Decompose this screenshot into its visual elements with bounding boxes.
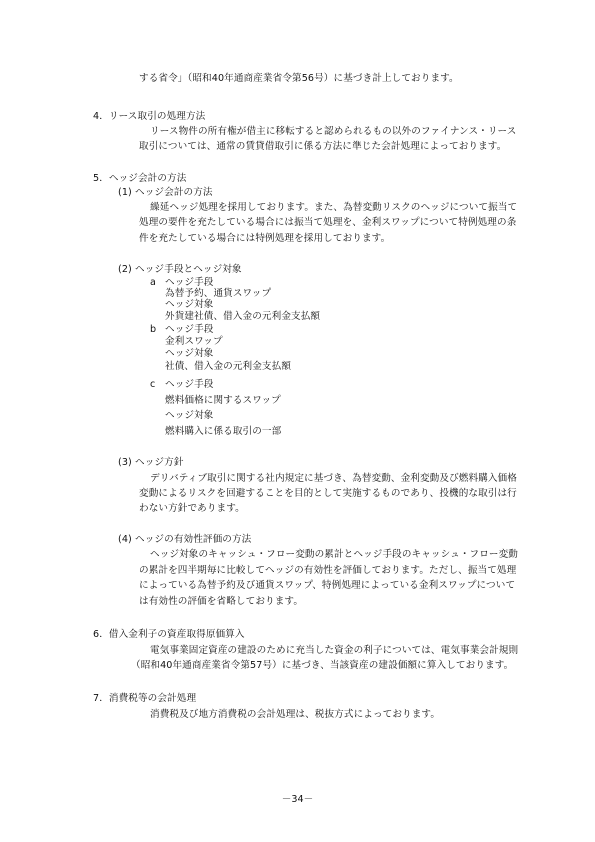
section-5-1-line-2: 処理の要件を充たしている場合には振当て処理を、金利スワップについて特例処理の条 [139, 217, 517, 228]
item-a-line-4: 外貨建社債、借入金の元利金支払額 [165, 311, 321, 322]
item-a-line-3: ヘッジ対象 [165, 299, 214, 310]
item-b-line-2: 金利スワップ [165, 336, 223, 347]
section-5-3-line-2: 変動によるリスクを回避することを目的として実施するものであり、投機的な取引は行 [139, 488, 517, 499]
item-c-line-4: 燃料購入に係る取引の一部 [165, 426, 282, 437]
section-6-heading: 6．借入金利子の資産取得原価算入 [93, 629, 245, 640]
section-5-3-heading: (3) ヘッジ方針 [118, 457, 184, 468]
item-b-line-3: ヘッジ対象 [165, 348, 214, 359]
section-5-3-line-1: デリバティブ取引に関する社内規定に基づき、為替変動、金利変動及び燃料購入価格 [150, 473, 517, 484]
section-5-2-heading: (2) ヘッジ手段とヘッジ対象 [118, 264, 242, 275]
section-5-1-heading: (1) ヘッジ会計の方法 [118, 187, 213, 198]
item-a-marker: a [150, 277, 156, 288]
continuation-text: する省令」（昭和40年通商産業省令第56号）に基づき計上しております。 [139, 73, 459, 84]
section-7-line-1: 消費税及び地方消費税の会計処理は、税抜方式によっております。 [150, 709, 441, 720]
section-5-4-line-1: ヘッジ対象のキャッシュ・フロー変動の累計とヘッジ手段のキャッシュ・フロー変動 [150, 549, 518, 560]
section-4-line-2: 取引については、通常の賃貸借取引に係る方法に準じた会計処理によっております。 [139, 141, 507, 152]
section-5-1-line-3: 件を充たしている場合には特例処理を採用しております。 [139, 233, 391, 244]
section-5-4-line-3: によっている為替予約及び通貨スワップ、特例処理によっている金利スワップについて [139, 580, 516, 591]
section-5-heading: 5．ヘッジ会計の方法 [93, 173, 187, 184]
section-7-heading: 7．消費税等の会計処理 [93, 693, 197, 704]
item-a-line-2: 為替予約、通貨スワップ [165, 288, 272, 299]
section-4-heading: 4．リース取引の処理方法 [93, 111, 206, 122]
page-number: －34－ [281, 794, 314, 805]
section-5-4-line-2: の累計を四半期毎に比較してヘッジの有効性を評価しております。ただし、振当て処理 [139, 565, 517, 576]
section-5-3-line-3: わない方針であります。 [139, 503, 245, 514]
section-5-4-heading: (4) ヘッジの有効性評価の方法 [118, 534, 252, 545]
section-4-line-1: リース物件の所有権が借主に移転すると認められるもの以外のファイナンス・リース [150, 126, 517, 137]
item-a-line-1: ヘッジ手段 [165, 277, 214, 288]
section-5-1-line-1: 繰延ヘッジ処理を採用しております。また、為替変動リスクのヘッジについて振当て [150, 202, 518, 213]
item-b-line-4: 社債、借入金の元利金支払額 [165, 361, 292, 372]
item-c-line-3: ヘッジ対象 [165, 410, 214, 421]
item-c-marker: c [150, 379, 156, 390]
section-6-line-1: 電気事業固定資産の建設のために充当した資金の利子については、電気事業会計規則 [150, 645, 519, 656]
item-c-line-2: 燃料価格に関するスワップ [165, 395, 281, 406]
section-5-4-line-4: は有効性の評価を省略しております。 [139, 596, 304, 607]
section-6-line-2: （昭和40年通商産業省令第57号）に基づき、当該資産の建設価額に算入しております。 [131, 660, 514, 671]
item-c-line-1: ヘッジ手段 [165, 379, 214, 390]
item-b-line-1: ヘッジ手段 [165, 324, 214, 335]
item-b-marker: b [150, 324, 157, 335]
